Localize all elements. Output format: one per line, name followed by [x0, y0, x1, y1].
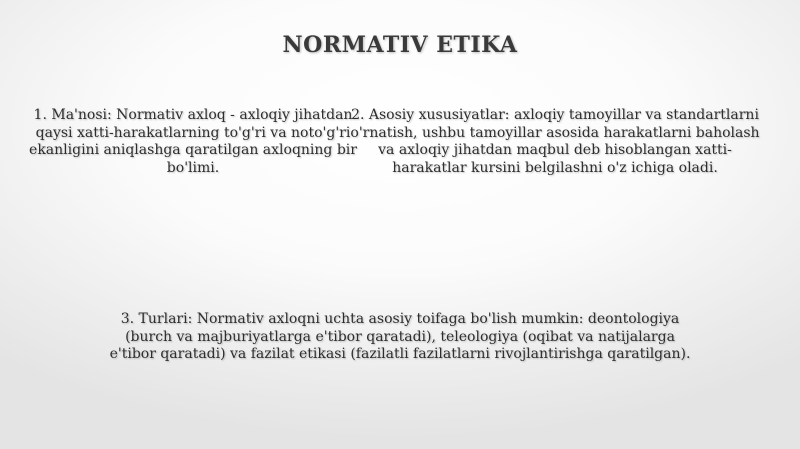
slide-title: NORMATIV ETIKA	[282, 32, 518, 58]
text-block-types: 3. Turlari: Normativ axloqni uchta asosiy toifaga bo'lish mumkin: deontologiya (burch va majburiyatlarga e'tibor qaratadi), teleologiya (oqibat va natijalarga e'tibor qaratadi) va fazilat etikasi (fazilatli fazilatlarni rivojlantirishga qaratilgan).	[109, 311, 691, 362]
text-block-meaning: 1. Ma'nosi: Normativ axloq - axloqiy jihatdan qaysi xatti-harakatlarning to'g'ri va noto'g'ri ekanligini aniqlashga qaratilgan axloqning bir bo'limi.	[29, 107, 357, 176]
text-block-features: 2. Asosiy xususiyatlar: axloqiy tamoyillar va standartlarni o'rnatish, ushbu tamoyillar asosida harakatlarni baholash va axloqiy jihatdan maqbul deb hisoblangan xatti-harakatlar kursini belgilashni o'z ichiga oladi.	[350, 107, 760, 176]
